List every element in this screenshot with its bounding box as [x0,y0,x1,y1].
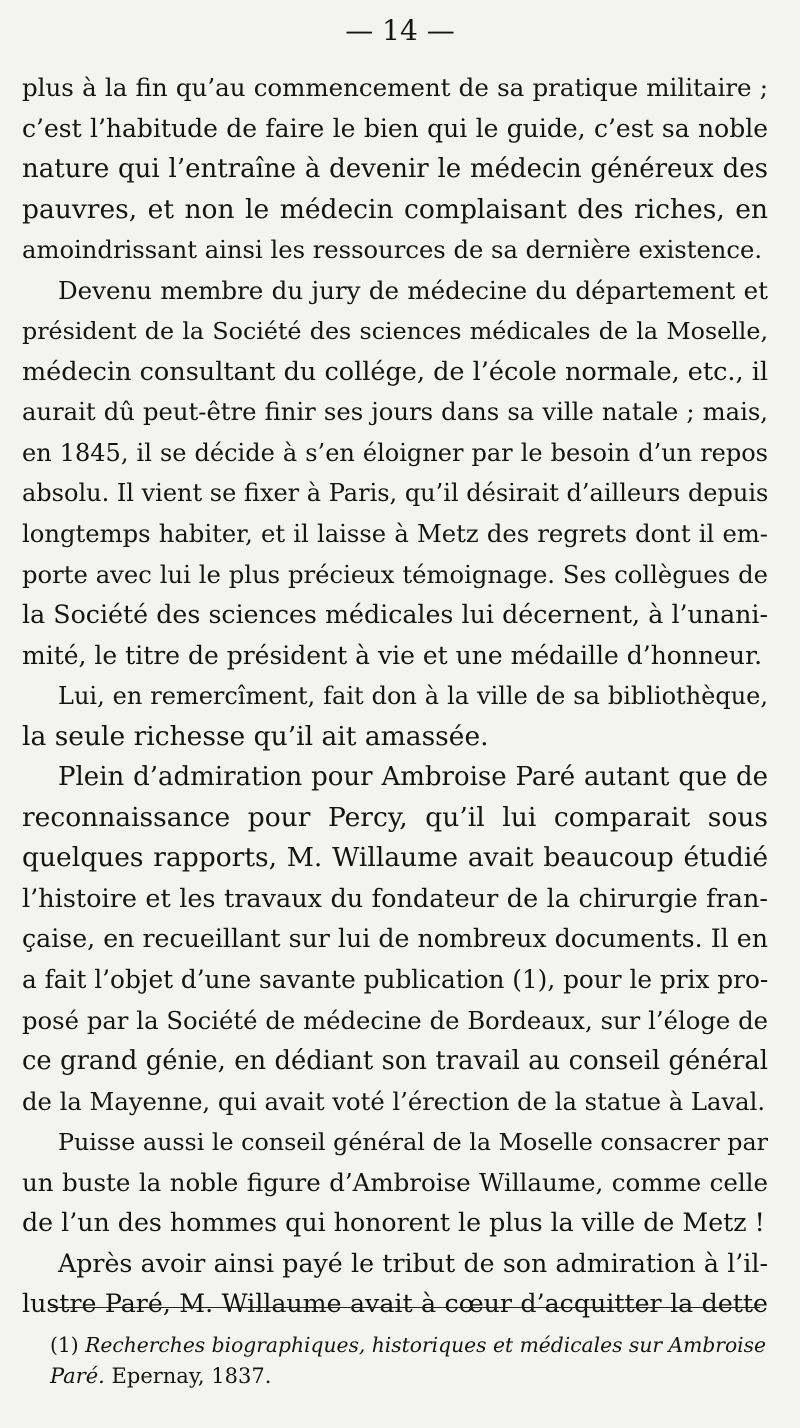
footnote-marker: (1) [50,1333,79,1357]
text-line: Lui, en remercîment, fait don à la ville de sa bibliothèque, [58,682,768,711]
text-line: a fait l’objet d’une savante publication (1), pour le prix pro- [22,965,769,995]
footnote-title: Recherches biographiques, historiques et médicales sur Ambroise [85,1333,767,1357]
text-line: Après avoir ainsi payé le tribut de son admiration à l’il- [58,1248,768,1278]
text-line: président de la Société des sciences médicales de la Moselle, [22,317,768,346]
page-number: — 14 — [345,14,455,47]
text-line: la seule richesse qu’il ait amassée. [22,720,489,752]
text-line: la Société des sciences médicales lui décernent, à l’unani- [22,600,768,630]
footnote-line [50,1361,766,1392]
text-line: médecin consultant du collége, de l’école normale, etc., il [22,356,769,387]
text-line: Puisse aussi le conseil général de la Moselle consacrer par [58,1128,768,1157]
text-line: l’histoire et les travaux du fondateur de la chirurgie fran- [22,883,768,914]
footnote-publication: Epernay, 1837. [111,1364,272,1388]
body-text [22,68,768,1325]
text-line: posé par la Société de médecine de Bordeaux, sur l’éloge de [22,1005,768,1035]
text-line: reconnaissance pour Percy, qu’il lui comparait sous [22,801,768,833]
text-line: Plein d’admiration pour Ambroise Paré autant que de [58,762,768,793]
text-line: absolu. Il vient se fixer à Paris, qu’il désirait d’ailleurs depuis [22,479,769,508]
text-line: en 1845, il se décide à s’en éloigner par le besoin d’un repos [22,438,768,467]
text-line: plus à la fin qu’au commencement de sa pratique militaire ; [22,73,768,102]
footnote-line [50,1330,766,1361]
text-line: longtemps habiter, et il laisse à Metz des regrets dont il em- [22,519,768,549]
text-line: lustre Paré, M. Willaume avait à cœur d’acquitter la dette [22,1289,768,1319]
text-line: aurait dû peut-être finir ses jours dans sa ville natale ; mais, [22,397,768,427]
footnote-divider [50,1307,760,1308]
footnote [50,1330,766,1392]
text-line: c’est l’habitude de faire le bien qui le guide, c’est sa noble [22,113,768,143]
text-line: pauvres, et non le médecin complaisant des riches, en [22,193,768,225]
text-line: porte avec lui le plus précieux témoignage. Ses collègues de [22,559,768,589]
text-line: Devenu membre du jury de médecine du département et [58,275,768,305]
text-line: ce grand génie, en dédiant son travail au conseil général [22,1046,768,1077]
text-line: nature qui l’entraîne à devenir le médecin généreux des [22,154,768,185]
text-line: un buste la noble figure d’Ambroise Willaume, comme celle [22,1167,768,1197]
text-line: mité, le titre de président à vie et une médaille d’honneur. [22,640,763,670]
text-line: quelques rapports, M. Willaume avait beaucoup étudié [22,842,768,874]
text-line: amoindrissant ainsi les ressources de sa dernière existence. [22,235,763,265]
text-line: de l’un des hommes qui honorent le plus la ville de Metz ! [22,1208,765,1238]
footnote-title-end: Paré. [50,1364,105,1388]
text-line: de la Mayenne, qui avait voté l’érection de la statue à Laval. [22,1086,766,1116]
text-line: çaise, en recueillant sur lui de nombreux documents. Il en [22,924,768,954]
